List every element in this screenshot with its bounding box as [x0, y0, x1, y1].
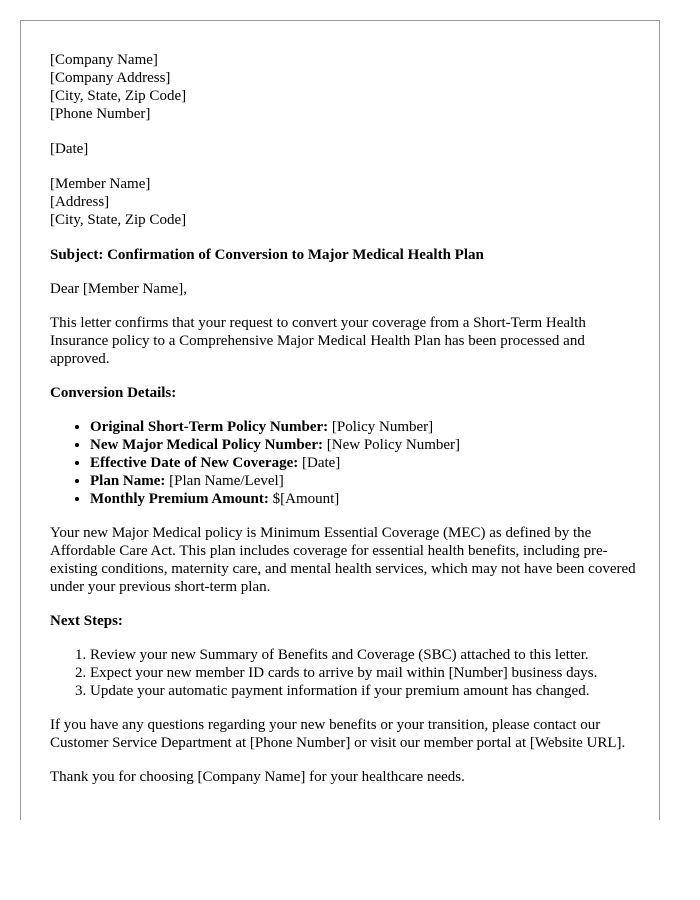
detail-value: [New Policy Number] [323, 437, 461, 453]
detail-value: [Date] [298, 455, 341, 471]
detail-label: Effective Date of New Coverage: [90, 455, 299, 471]
recipient-address: [Address] [50, 194, 110, 210]
detail-value: [Policy Number] [328, 419, 434, 435]
detail-value: $[Amount] [268, 491, 340, 507]
detail-label: New Major Medical Policy Number: [90, 437, 323, 453]
conversion-details-list [50, 418, 640, 508]
questions-paragraph: If you have any questions regarding your new benefits or your transition, please contact our Customer Service Department at [Phone Number] or visit our member portal at [Website URL]. [50, 717, 626, 751]
list-item: 3. Update your automatic payment information if your premium amount has changed. [90, 682, 640, 700]
list-item: 1. Review your new Summary of Benefits and Coverage (SBC) attached to this letter. [90, 646, 640, 664]
detail-value: [Plan Name/Level] [165, 473, 284, 489]
intro-paragraph: This letter confirms that your request to convert your coverage from a Short-Term Health Insurance policy to a Comprehensive Major Medical Health Plan has been processed and approved. [50, 315, 586, 367]
recipient-block [50, 175, 640, 229]
list-item [90, 472, 640, 490]
sender-block [50, 51, 640, 123]
salutation: Dear [Member Name], [50, 281, 188, 297]
date-block [50, 140, 640, 158]
list-item [90, 490, 640, 508]
letter-subject: Subject: Confirmation of Conversion to Major Medical Health Plan [50, 247, 484, 263]
letter-page [20, 20, 660, 820]
sender-company-address: [Company Address] [50, 70, 171, 86]
next-steps-heading: Next Steps: [50, 613, 123, 629]
detail-label: Original Short-Term Policy Number: [90, 419, 329, 435]
conversion-details-heading: Conversion Details: [50, 385, 177, 401]
list-item: 2. Expect your new member ID cards to arrive by mail within [Number] business days. [90, 664, 640, 682]
letter-date: [Date] [50, 141, 89, 157]
closing-line: Thank you for choosing [Company Name] for your healthcare needs. [50, 769, 465, 785]
sender-city-state-zip: [City, State, Zip Code] [50, 88, 187, 104]
next-steps-list [50, 646, 640, 700]
list-item [90, 436, 640, 454]
letter-content [50, 51, 640, 802]
sender-phone: [Phone Number] [50, 106, 151, 122]
sender-company-name: [Company Name] [50, 52, 158, 68]
list-item [90, 418, 640, 436]
recipient-name: [Member Name] [50, 176, 151, 192]
detail-label: Plan Name: [90, 473, 166, 489]
recipient-city-state-zip: [City, State, Zip Code] [50, 212, 187, 228]
detail-label: Monthly Premium Amount: [90, 491, 269, 507]
list-item [90, 454, 640, 472]
mec-paragraph: Your new Major Medical policy is Minimum Essential Coverage (MEC) as defined by the Affordable Care Act. This plan includes coverage for essential health benefits, including pre-existing conditions, maternity care, and mental health services, which may not have been covered under your previous short-term plan. [50, 525, 636, 595]
